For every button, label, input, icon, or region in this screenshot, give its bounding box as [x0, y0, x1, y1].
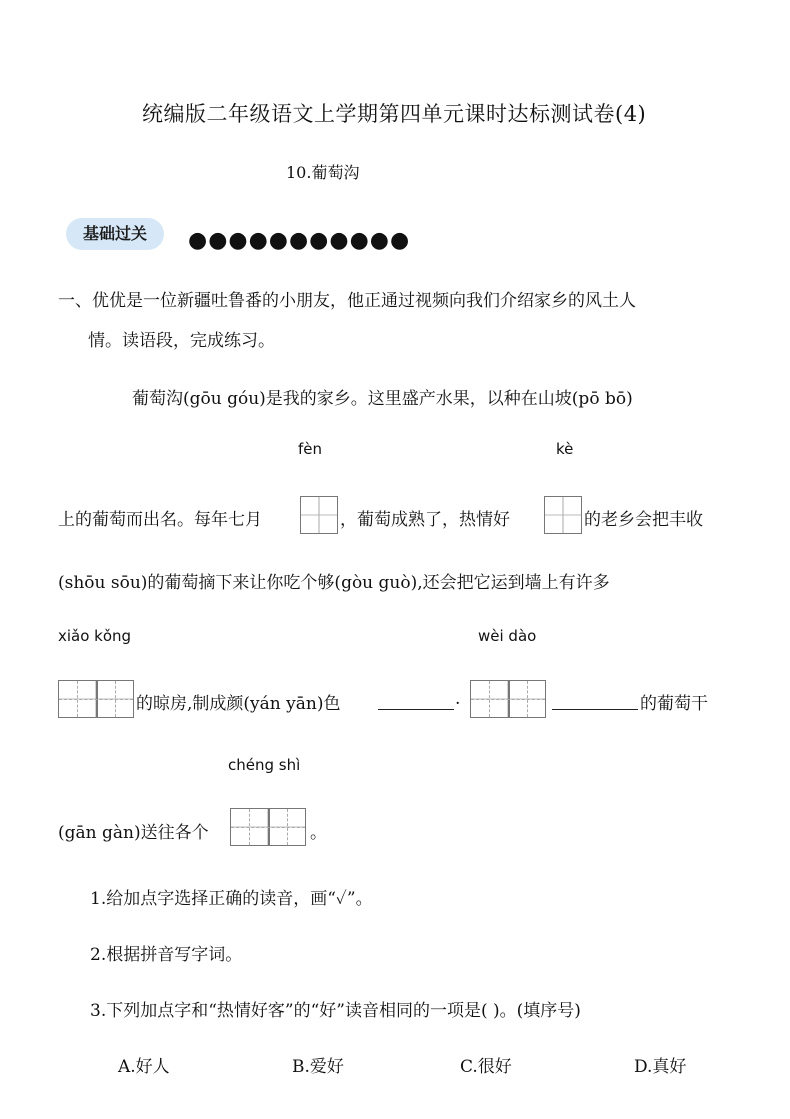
pinyin-weidao: wèi dào — [478, 627, 537, 645]
question-1-line1: 一、优优是一位新疆吐鲁番的小朋友，他正通过视频向我们介绍家乡的风土人 — [58, 291, 636, 311]
answer-box-xiaokong[interactable] — [58, 680, 134, 718]
passage-line1: 葡萄沟(gōu góu)是我的家乡。这里盛产水果，以种在山坡(pō bō) — [132, 389, 633, 409]
pinyin-xiaokong: xiǎo kǒng — [58, 627, 132, 645]
passage-line2-a: 上的葡萄而出名。每年七月 — [58, 510, 262, 530]
pinyin-ke: kè — [556, 440, 574, 458]
passage-line5-b: 。 — [310, 823, 327, 843]
passage-line2-c: 的老乡会把丰收 — [584, 510, 703, 530]
sub-question-3: 3.下列加点字和“热情好客”的“好”读音相同的一项是( )。(填序号) — [90, 1001, 581, 1021]
question-1-line2: 情。读语段，完成练习。 — [88, 331, 275, 351]
section-badge: 基础过关 — [66, 218, 164, 250]
passage-line2-b: ，葡萄成熟了，热情好 — [340, 510, 510, 530]
answer-box-weidao[interactable] — [470, 680, 546, 718]
answer-box-chengshi[interactable] — [230, 808, 306, 846]
passage-line4-c: 的葡萄干 — [640, 694, 708, 714]
option-c[interactable]: C.很好 — [460, 1057, 512, 1077]
pinyin-chengshi: chéng shì — [228, 756, 301, 774]
passage-line3: (shōu sōu)的葡萄摘下来让你吃个够(gòu guò),还会把它运到墙上有许多 — [58, 573, 610, 593]
lesson-subtitle: 10.葡萄沟 — [286, 163, 360, 182]
blank-flavor[interactable] — [552, 689, 638, 710]
passage-line4-a: 的晾房,制成颜(yán yān)色 — [136, 694, 341, 714]
section-dots: ●●●●●●●●●●● — [188, 227, 411, 253]
passage-line4-b: . — [455, 689, 461, 709]
option-d[interactable]: D.真好 — [634, 1057, 687, 1077]
option-b[interactable]: B.爱好 — [292, 1057, 344, 1077]
answer-box-fen[interactable] — [300, 496, 338, 534]
blank-color[interactable] — [378, 689, 454, 710]
sub-question-1: 1.给加点字选择正确的读音，画“✓”。 — [90, 889, 373, 909]
pinyin-fen: fèn — [298, 440, 323, 458]
answer-box-ke[interactable] — [544, 496, 582, 534]
page-title: 统编版二年级语文上学期第四单元课时达标测试卷(4) — [142, 102, 647, 126]
sub-question-2: 2.根据拼音写字词。 — [90, 945, 243, 965]
passage-line5-a: (gān gàn)送往各个 — [58, 823, 209, 843]
option-a[interactable]: A.好人 — [118, 1057, 170, 1077]
